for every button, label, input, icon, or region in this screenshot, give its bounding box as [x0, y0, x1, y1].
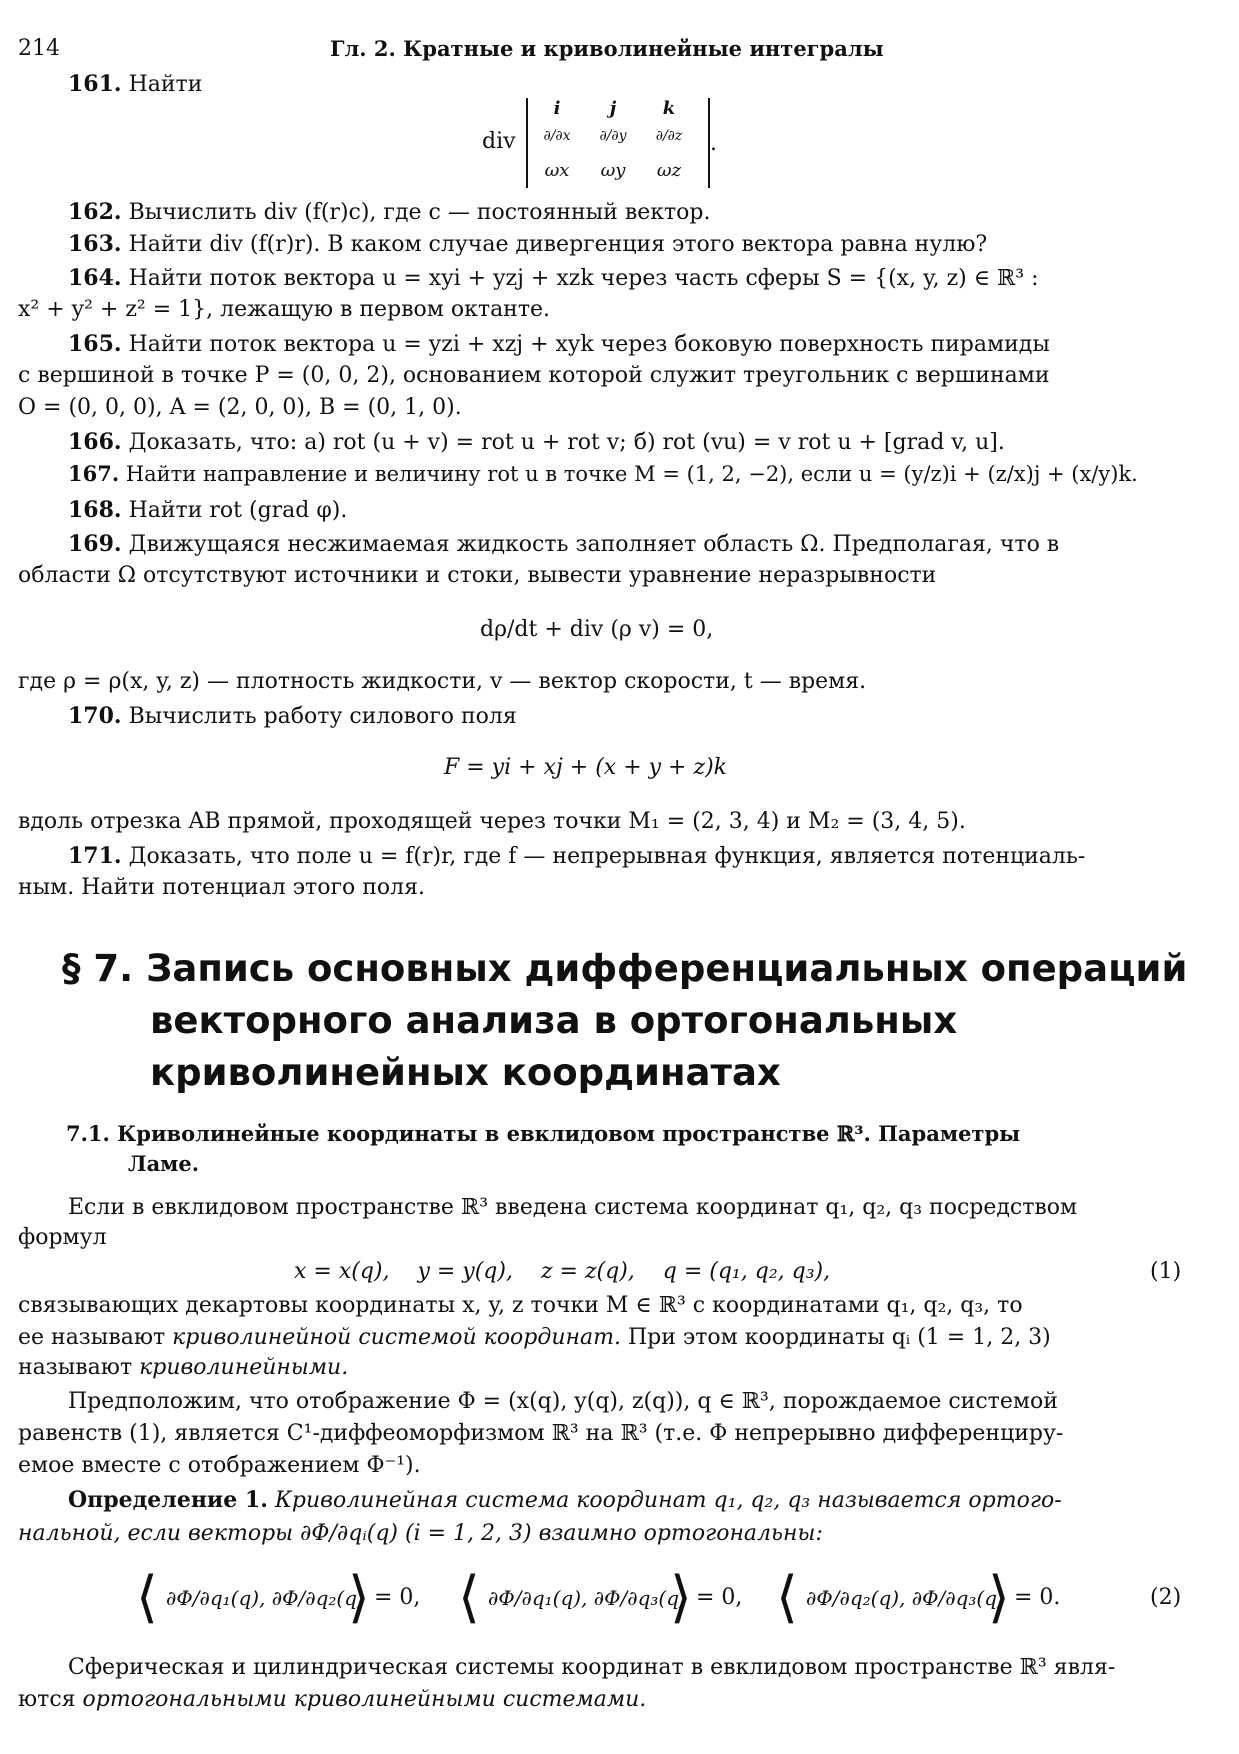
- angle-bracket-close: ⟩: [988, 1565, 1010, 1630]
- text-run: ее называют: [18, 1325, 173, 1350]
- problem-165: [68, 328, 1050, 361]
- inner-product-3: ∂Φ/∂q₂(q), ∂Φ/∂q₃(q): [806, 1586, 1005, 1610]
- problem-text: Найти div (f(r)r). В каком случае дивергенция этого вектора равна нулю?: [128, 232, 988, 257]
- paragraph-line: Сферическая и цилиндрическая системы координат в евклидовом пространстве ℝ³ явля-: [68, 1655, 1116, 1680]
- problem-170: [68, 700, 517, 733]
- paragraph-line: Если в евклидовом пространстве ℝ³ введена система координат q₁, q₂, q₃ посредством: [68, 1195, 1078, 1220]
- problem-number: 161.: [68, 71, 122, 97]
- paragraph-line: равенств (1), является C¹-диффеоморфизмом ℝ³ на ℝ³ (т.е. Φ непрерывно дифференциру-: [18, 1421, 1064, 1446]
- problem-162: [68, 196, 710, 229]
- page-number: 214: [18, 36, 60, 61]
- problem-number: 167.: [68, 461, 120, 486]
- section-title-line1: § 7. Запись основных дифференциальных операций: [62, 947, 1188, 990]
- problem-number: 169.: [68, 531, 122, 557]
- problem-number: 162.: [68, 199, 122, 225]
- text-run: При этом координаты qᵢ (1 = 1, 2, 3): [620, 1325, 1051, 1350]
- paragraph-line: [18, 1322, 1051, 1354]
- det-cell: ωx: [544, 160, 570, 181]
- det-cell: k: [662, 98, 676, 119]
- problem-text: Вычислить div (f(r)c), где c — постоянный вектор.: [128, 200, 711, 225]
- det-cell: ωy: [600, 160, 626, 181]
- problem-text: Доказать, что: а) rot (u + v) = rot u + rot v; б) rot (vu) = v rot u + [grad v, u].: [128, 430, 1005, 455]
- problem-number: 171.: [68, 843, 122, 869]
- problem-number: 170.: [68, 703, 122, 729]
- problem-169: [68, 528, 1059, 561]
- equation-number: (1): [1150, 1259, 1182, 1284]
- problem-169-cont: области Ω отсутствуют источники и стоки, вывести уравнение неразрывности: [18, 563, 937, 588]
- problem-163: [68, 228, 987, 261]
- equals-zero: = 0,: [374, 1585, 421, 1610]
- angle-bracket-close: ⟩: [348, 1565, 370, 1630]
- det-cell: ∂/∂x: [543, 128, 571, 144]
- problem-number: 164.: [68, 265, 122, 291]
- problem-number: 163.: [68, 231, 122, 257]
- text-run: ются: [18, 1687, 83, 1712]
- problem-165-cont: O = (0, 0, 0), A = (2, 0, 0), B = (0, 1, 0).: [18, 395, 462, 420]
- det-cell: ∂/∂y: [599, 128, 627, 144]
- subsection-title-line1: 7.1. Криволинейные координаты в евклидовом пространстве ℝ³. Параметры: [66, 1121, 1021, 1146]
- italic-term: криволинейной системой координат.: [172, 1325, 621, 1350]
- definition-text: Криволинейная система координат q₁, q₂, q₃ называется ортого-: [274, 1488, 1062, 1513]
- definition-label: Определение 1.: [68, 1487, 268, 1513]
- paragraph-line: [18, 1684, 646, 1716]
- angle-bracket-open: ⟨: [776, 1565, 798, 1630]
- problem-text: Движущаяся несжимаемая жидкость заполняет область Ω. Предполагая, что в: [128, 532, 1060, 557]
- problem-text: Найти направление и величину rot u в точке M = (1, 2, −2), если u = (y/z)i + (z/x)j + (x/y)k.: [125, 462, 1138, 486]
- equals-zero: = 0,: [696, 1585, 743, 1610]
- formula-period: .: [710, 131, 717, 156]
- angle-bracket-close: ⟩: [670, 1565, 692, 1630]
- paragraph-line: Предположим, что отображение Φ = (x(q), y(q), z(q)), q ∈ ℝ³, порождаемое системой: [68, 1389, 1058, 1414]
- problem-171: [68, 840, 1085, 873]
- problem-168: [68, 494, 347, 527]
- section-title-line3: криволинейных координатах: [150, 1051, 781, 1094]
- italic-term: ортогональными криволинейными системами.: [82, 1687, 647, 1712]
- problem-text: Найти поток вектора u = xyi + yzj + xzk через часть сферы S = {(x, y, z) ∈ ℝ³ :: [128, 266, 1039, 291]
- equation-number: (2): [1150, 1585, 1182, 1610]
- det-cell: i: [553, 98, 561, 119]
- paragraph-line: [18, 1352, 348, 1384]
- det-cell: ωz: [656, 160, 682, 181]
- determinant: [526, 98, 710, 188]
- problem-text: Доказать, что поле u = f(r)r, где f — непрерывная функция, является потенциаль-: [128, 844, 1086, 869]
- inner-product-2: ∂Φ/∂q₁(q), ∂Φ/∂q₃(q): [488, 1586, 687, 1610]
- inner-product-1: ∂Φ/∂q₁(q), ∂Φ/∂q₂(q): [166, 1586, 365, 1610]
- paragraph-line: емое вместе с отображением Φ⁻¹).: [18, 1453, 421, 1478]
- problem-number: 165.: [68, 331, 122, 357]
- problem-164-cont: x² + y² + z² = 1}, лежащую в первом октанте.: [18, 297, 551, 322]
- subsection-title-line2: Ламе.: [128, 1151, 200, 1176]
- force-field-equation: F = yi + xj + (x + y + z)k: [444, 755, 727, 780]
- problem-number: 166.: [68, 429, 122, 455]
- problem-167: [68, 458, 1138, 490]
- div-operator: div: [482, 129, 516, 154]
- angle-bracket-open: ⟨: [458, 1565, 480, 1630]
- definition-line: [68, 1484, 1062, 1517]
- equation-1: x = x(q), y = y(q), z = z(q), q = (q₁, q₂, q₃),: [294, 1259, 831, 1284]
- paragraph-line: формул: [18, 1225, 107, 1250]
- problem-171-cont: ным. Найти потенциал этого поля.: [18, 875, 425, 900]
- det-cell: j: [609, 98, 617, 119]
- paragraph-line: связывающих декартовы координаты x, y, z точки M ∈ ℝ³ с координатами q₁, q₂, q₃, то: [18, 1293, 1023, 1318]
- problem-text: Найти: [128, 72, 203, 97]
- problem-text: Найти rot (grad φ).: [128, 498, 348, 523]
- problem-text: Найти поток вектора u = yzi + xzj + xyk через боковую поверхность пирамиды: [128, 332, 1050, 357]
- italic-term: криволинейными.: [139, 1355, 349, 1380]
- running-title: Гл. 2. Кратные и криволинейные интегралы: [330, 36, 884, 61]
- equals-zero-end: = 0.: [1014, 1585, 1061, 1610]
- det-cell: ∂/∂z: [655, 128, 683, 144]
- text-run: называют: [18, 1355, 140, 1380]
- angle-bracket-open: ⟨: [136, 1565, 158, 1630]
- problem-161: [68, 68, 202, 101]
- problem-165-cont: с вершиной в точке P = (0, 0, 2), основанием которой служит треугольник с вершинами: [18, 363, 1050, 388]
- problem-170-cont: вдоль отрезка AB прямой, проходящей через точки M₁ = (2, 3, 4) и M₂ = (3, 4, 5).: [18, 809, 966, 834]
- definition-line: нальной, если векторы ∂Φ/∂qᵢ(q) (i = 1, 2, 3) взаимно ортогональны:: [18, 1521, 823, 1546]
- problem-164: [68, 262, 1039, 295]
- problem-number: 168.: [68, 497, 122, 523]
- problem-166: [68, 426, 1005, 459]
- continuity-equation: dρ/dt + div (ρ v) = 0,: [480, 617, 714, 642]
- problem-text: Вычислить работу силового поля: [128, 704, 517, 729]
- section-title-line2: векторного анализа в ортогональных: [150, 999, 958, 1042]
- problem-169-cont: где ρ = ρ(x, y, z) — плотность жидкости, v — вектор скорости, t — время.: [18, 669, 867, 694]
